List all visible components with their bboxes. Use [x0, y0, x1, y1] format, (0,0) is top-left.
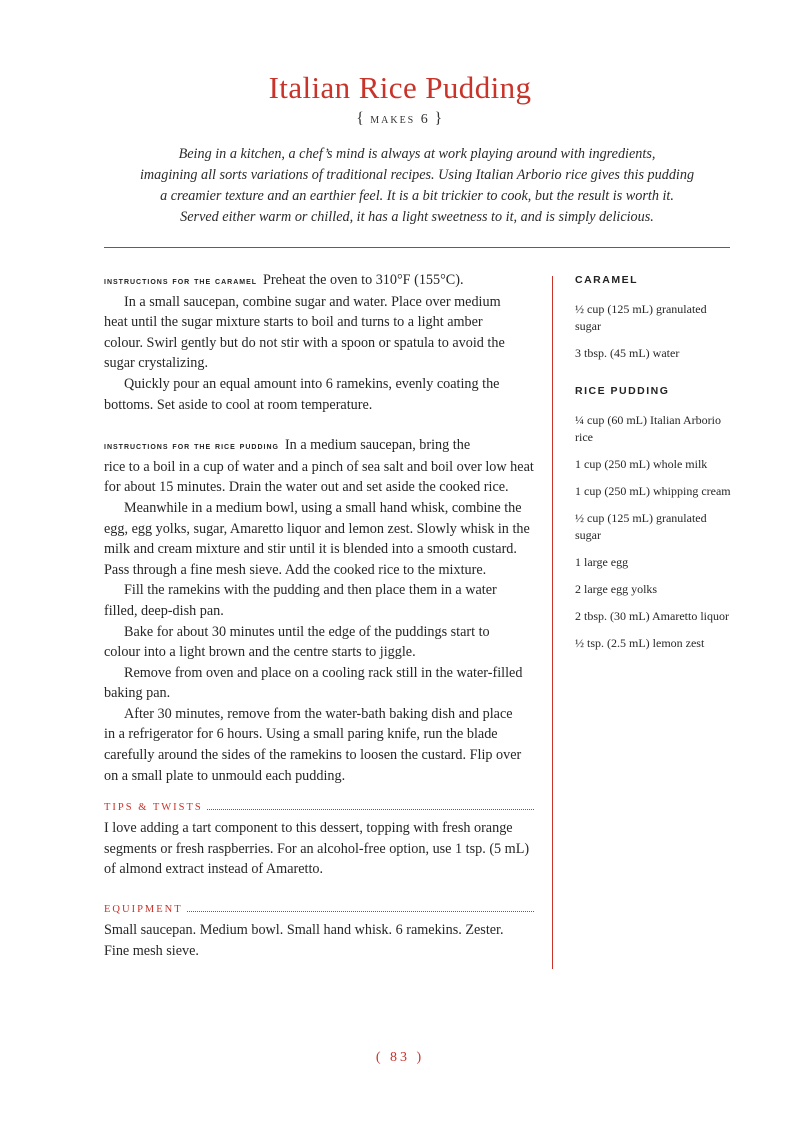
caramel-instructions: instructions for the caramel Preheat the oven to 310°F (155°C). — [104, 272, 464, 288]
text-line: milk and cream mixture and stir until it is blended into a smooth custard. — [104, 541, 517, 558]
text-line: Pass through a fine mesh sieve. Add the cooked rice to the mixture. — [104, 561, 487, 578]
text-line: colour. Swirl gently but do not stir with a spoon or spatula to avoid the — [104, 334, 505, 351]
text-line: Meanwhile in a medium bowl, using a small hand whisk, combine the — [124, 499, 522, 516]
rice-pudding-ingredients-heading: RICE PUDDING — [575, 385, 670, 397]
text-line: egg, egg yolks, sugar, Amaretto liquor and lemon zest. Slowly whisk in the — [104, 520, 530, 537]
text-line: Bake for about 30 minutes until the edge of the puddings start to — [124, 623, 490, 640]
page-number: ( 83 ) — [375, 1050, 425, 1065]
text-line: for about 15 minutes. Drain the water out and set aside the cooked rice. — [104, 479, 509, 496]
ingredient-item: ½ tsp. (2.5 mL) lemon zest — [575, 636, 705, 650]
recipe-title: Italian Rice Pudding — [268, 70, 532, 105]
text-line: bottoms. Set aside to cool at room temperature. — [104, 396, 373, 413]
ingredient-item: 2 tbsp. (30 mL) Amaretto liquor — [575, 609, 729, 623]
text-line: of almond extract instead of Amaretto. — [104, 861, 324, 878]
text-line: Small saucepan. Medium bowl. Small hand whisk. 6 ramekins. Zester. — [104, 922, 504, 939]
text-line: I love adding a tart component to this dessert, topping with fresh orange — [104, 820, 513, 837]
text-line: In a small saucepan, combine sugar and water. Place over medium — [124, 293, 501, 310]
ingredient-item: 1 cup (250 mL) whipping cream — [575, 484, 731, 498]
ingredient-item: ¼ cup (60 mL) Italian Arborio rice — [575, 413, 721, 444]
ingredient-item: 1 large egg — [575, 555, 629, 569]
text-line: Fill the ramekins with the pudding and then place them in a water — [124, 582, 497, 599]
text-line: segments or fresh raspberries. For an alcohol-free option, use 1 tsp. (5 mL) — [104, 840, 530, 857]
equipment-heading: EQUIPMENT — [104, 900, 534, 920]
header-divider — [104, 247, 730, 248]
text-line: baking pan. — [104, 685, 171, 702]
text-line: After 30 minutes, remove from the water-bath baking dish and place — [124, 705, 513, 722]
text-line: Remove from oven and place on a cooling rack still in the water-filled — [124, 664, 523, 681]
text-line: carefully around the sides of the ramekins to loosen the custard. Flip over — [104, 747, 522, 764]
ingredient-item: ½ cup (125 mL) granulated sugar — [575, 302, 707, 333]
recipe-intro: Being in a kitchen, a chef’s mind is always at work playing around with ingredients, imagining all sorts variations of traditional recipes. Using Italian Arborio rice gives this pudding a creamier texture and an earthier feel. It is a bit trickier to cook, but the result is worth it. Served either warm or chilled, it has a light sweetness to it, and is simply delicious. — [139, 146, 695, 225]
tips-heading: TIPS & TWISTS — [104, 798, 534, 818]
text-line: Quickly pour an equal amount into 6 ramekins, evenly coating the — [124, 375, 500, 392]
ingredient-item: 3 tbsp. (45 mL) water — [575, 346, 680, 360]
caramel-ingredients-heading: CARAMEL — [575, 274, 638, 286]
ingredient-item: ½ cup (125 mL) granulated sugar — [575, 511, 707, 542]
text-line: Fine mesh sieve. — [104, 942, 199, 959]
text-line: filled, deep-dish pan. — [104, 602, 224, 619]
text-line: colour into a light brown and the centre starts to jiggle. — [104, 644, 416, 661]
text-line: rice to a boil in a cup of water and a pinch of sea salt and boil over low heat — [104, 458, 534, 475]
instructions-column — [104, 270, 534, 961]
text-line: heat until the sugar mixture starts to boil and turns to a light amber — [104, 314, 483, 331]
ingredients-column — [575, 272, 735, 662]
text-line: on a small plate to unmould each pudding. — [104, 767, 346, 784]
column-divider — [552, 276, 553, 969]
ingredient-item: 1 cup (250 mL) whole milk — [575, 457, 708, 471]
text-line: in a refrigerator for 6 hours. Using a small paring knife, run the blade — [104, 726, 498, 743]
rice-pudding-instructions: instructions for the rice pudding In a medium saucepan, bring the — [104, 437, 471, 454]
servings-label: { makes 6 } — [356, 110, 444, 127]
text-line: sugar crystalizing. — [104, 355, 209, 372]
ingredient-item: 2 large egg yolks — [575, 582, 658, 596]
